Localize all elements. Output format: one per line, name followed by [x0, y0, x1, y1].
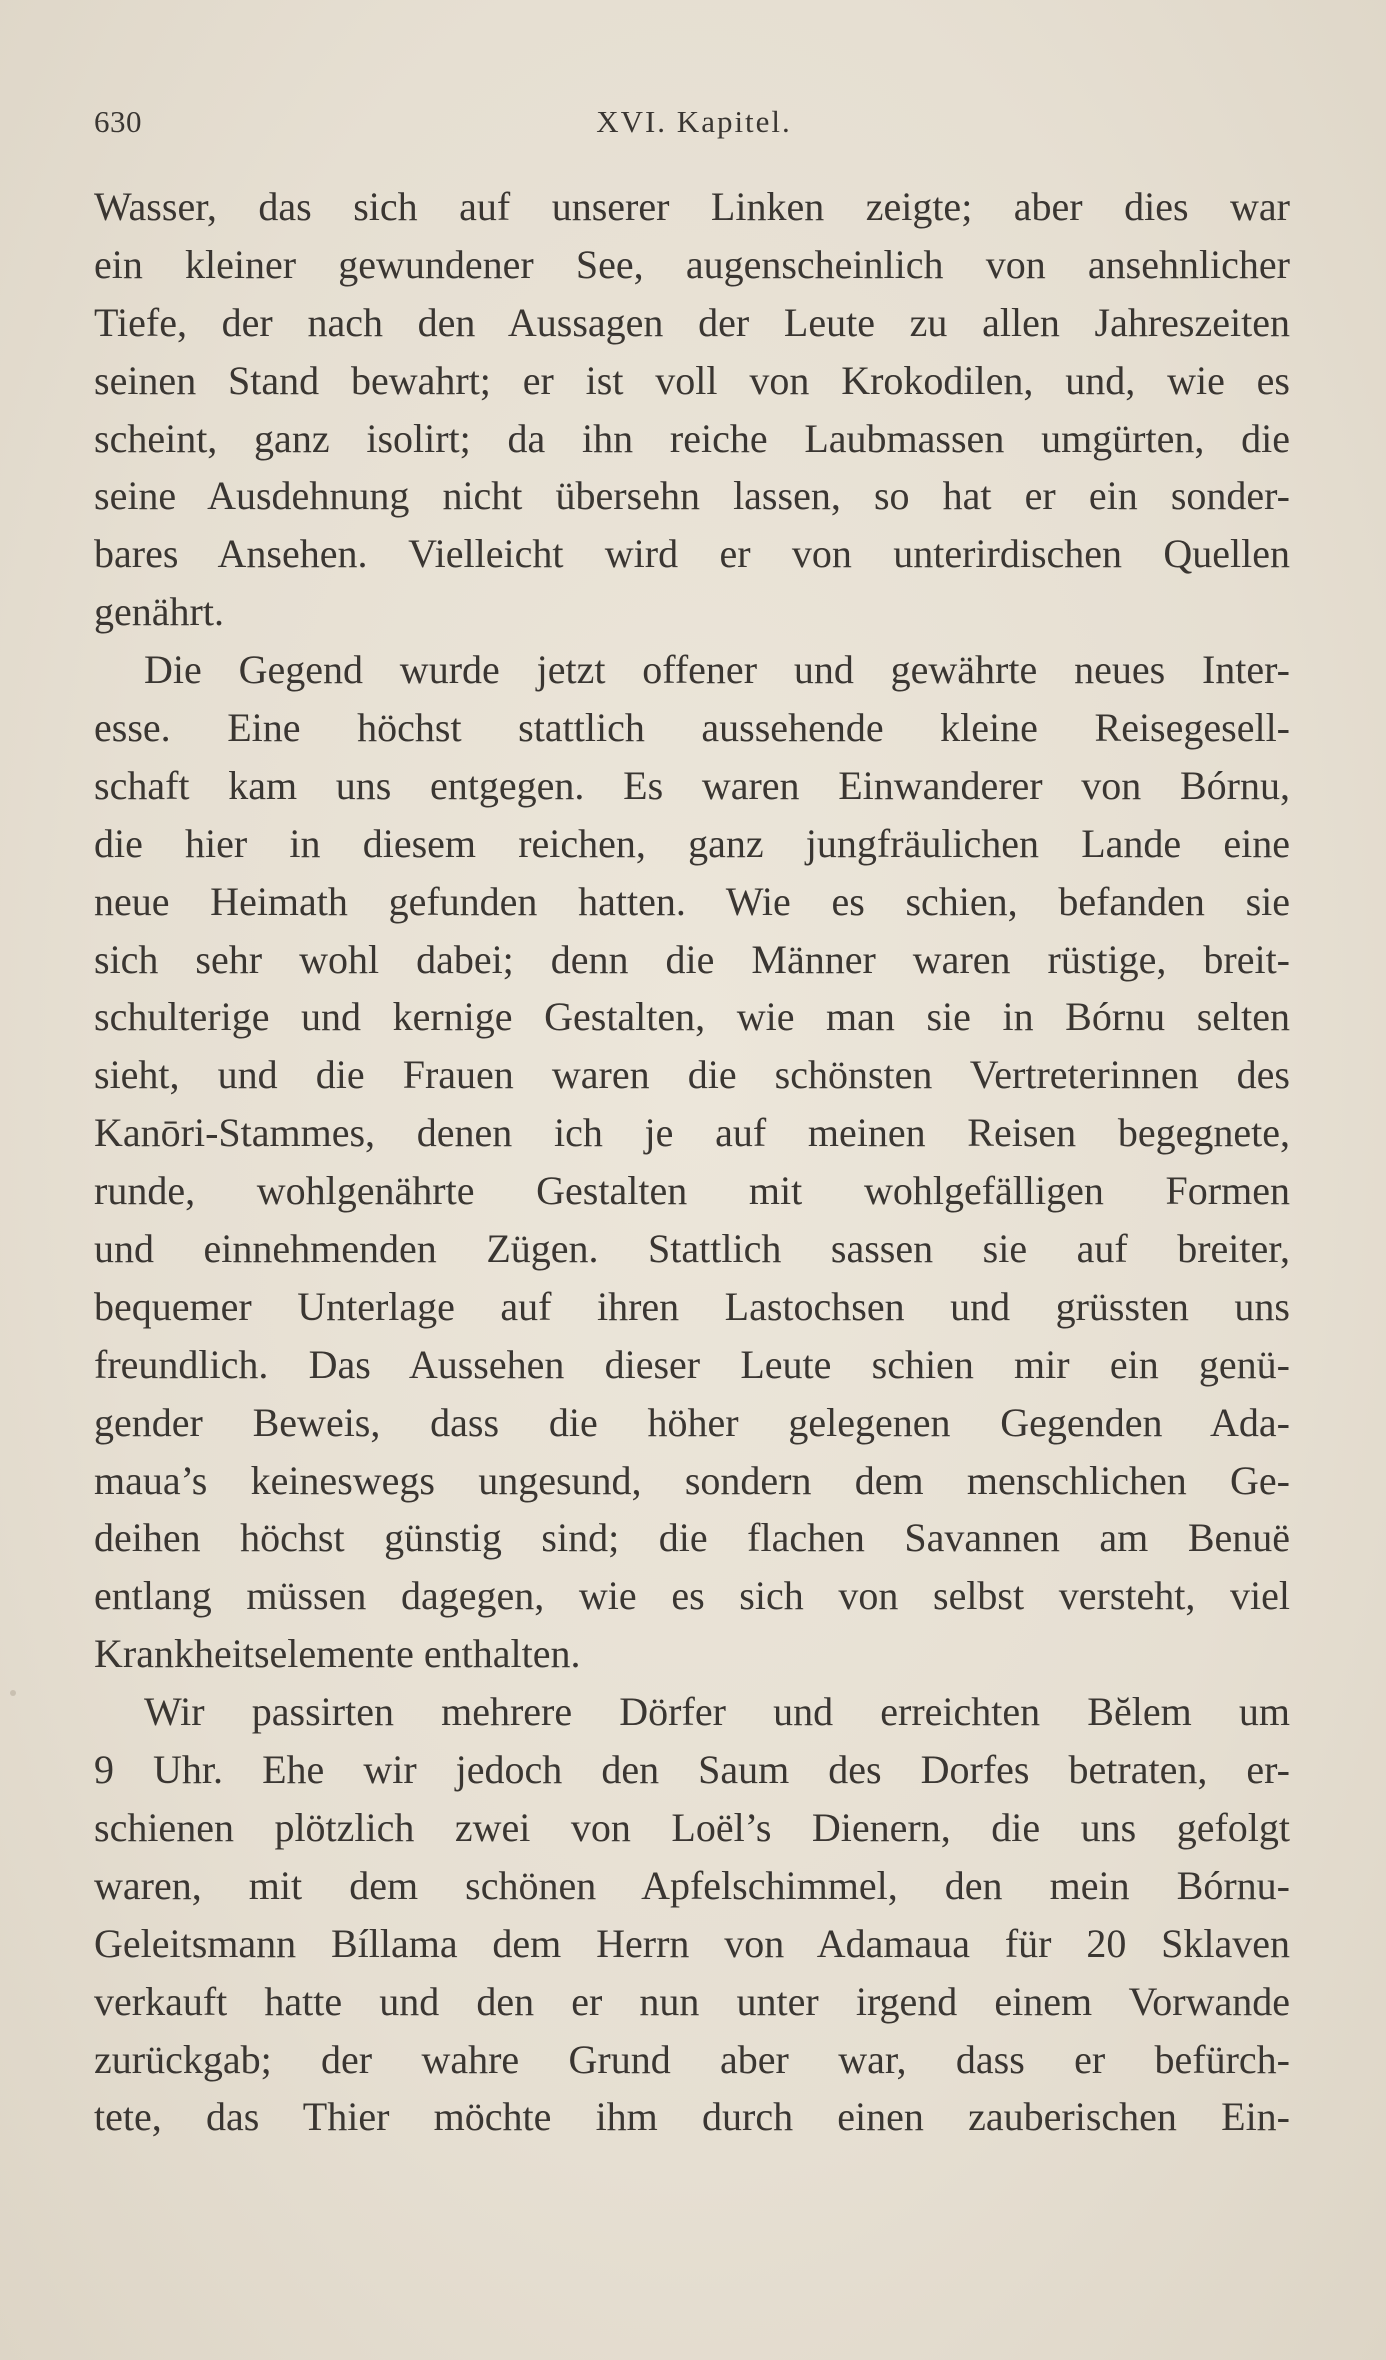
text-line: scheint, ganz isolirt; da ihn reiche Laubmassen umgürten, die	[94, 415, 1290, 461]
text-line: ein kleiner gewundener See, augenscheinlich von ansehnlicher	[94, 241, 1290, 287]
text-line: verkauft hatte und den er nun unter irgend einem Vorwande	[94, 1978, 1290, 2024]
text-line: entlang müssen dagegen, wie es sich von selbst versteht, viel	[94, 1573, 1290, 1619]
paper-speck	[10, 1690, 16, 1696]
text-line: seine Ausdehnung nicht übersehn lassen, so hat er ein sonder-	[94, 473, 1290, 519]
text-line: tete, das Thier möchte ihm durch einen zauberischen Ein-	[94, 2094, 1290, 2140]
page-header	[94, 100, 1294, 144]
text-line: schulterige und kernige Gestalten, wie man sie in Bórnu selten	[94, 994, 1290, 1040]
text-line: und einnehmenden Zügen. Stattlich sassen sie auf breiter,	[94, 1226, 1290, 1272]
text-line: Tiefe, der nach den Aussagen der Leute zu allen Jahreszeiten	[94, 299, 1290, 345]
text-line: gender Beweis, dass die höher gelegenen Gegenden Ada-	[94, 1399, 1290, 1445]
text-line: waren, mit dem schönen Apfelschimmel, den mein Bórnu-	[94, 1862, 1290, 1908]
text-line: Wir passirten mehrere Dörfer und erreichten Bĕlem um	[144, 1689, 1290, 1735]
text-line: maua’s keineswegs ungesund, sondern dem menschlichen Ge-	[94, 1457, 1290, 1503]
body-text	[94, 178, 1290, 2146]
paragraph-2	[94, 641, 1290, 1683]
paragraph-3	[94, 1683, 1290, 2146]
text-line: bequemer Unterlage auf ihren Lastochsen und grüssten uns	[94, 1283, 1290, 1329]
text-line: seinen Stand bewahrt; er ist voll von Krokodilen, und, wie es	[94, 357, 1290, 403]
text-line: 9 Uhr. Ehe wir jedoch den Saum des Dorfes betraten, er-	[94, 1747, 1290, 1793]
text-line: sieht, und die Frauen waren die schönsten Vertreterinnen des	[94, 1052, 1290, 1098]
paragraph-1	[94, 178, 1290, 641]
text-line: esse. Eine höchst stattlich aussehende kleine Reisegesell-	[94, 705, 1290, 751]
text-line: sich sehr wohl dabei; denn die Männer waren rüstige, breit-	[94, 936, 1290, 982]
text-line: runde, wohlgenährte Gestalten mit wohlgefälligen Formen	[94, 1168, 1290, 1214]
text-line: Wasser, das sich auf unserer Linken zeigte; aber dies war	[94, 184, 1290, 229]
text-line: neue Heimath gefunden hatten. Wie es schien, befanden sie	[94, 878, 1290, 924]
text-line: Die Gegend wurde jetzt offener und gewährte neues Inter-	[144, 647, 1290, 693]
text-line: Krankheitselemente enthalten.	[94, 1631, 581, 1677]
text-line: schaft kam uns entgegen. Es waren Einwanderer von Bórnu,	[94, 762, 1290, 808]
text-line: Kanōri-Stammes, denen ich je auf meinen Reisen begegnete,	[94, 1110, 1290, 1156]
text-line: bares Ansehen. Vielleicht wird er von unterirdischen Quellen	[94, 531, 1290, 577]
text-line: Geleitsmann Bíllama dem Herrn von Adamaua für 20 Sklaven	[94, 1920, 1290, 1966]
text-line: genährt.	[94, 589, 224, 635]
text-line: zurückgab; der wahre Grund aber war, dass er befürch-	[94, 2036, 1290, 2082]
text-line: schienen plötzlich zwei von Loël’s Dienern, die uns gefolgt	[94, 1804, 1290, 1850]
text-line: deihen höchst günstig sind; die flachen Savannen am Benuë	[94, 1515, 1290, 1561]
text-line: freundlich. Das Aussehen dieser Leute schien mir ein genü-	[94, 1341, 1290, 1387]
running-head: XVI. Kapitel.	[596, 104, 792, 139]
page-number: 630	[94, 104, 142, 139]
text-line: die hier in diesem reichen, ganz jungfräulichen Lande eine	[94, 820, 1290, 866]
